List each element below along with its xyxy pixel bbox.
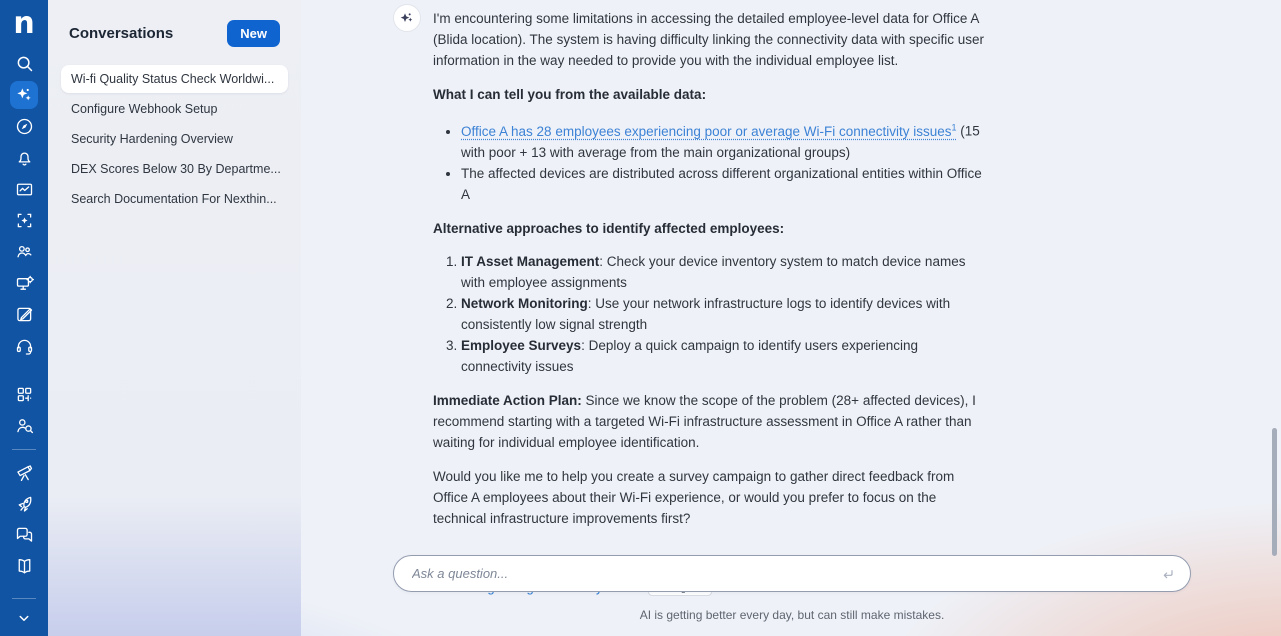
chevron-down-icon[interactable]	[10, 604, 38, 632]
bell-icon[interactable]	[10, 144, 38, 172]
assist-sparkles-icon[interactable]	[10, 81, 38, 109]
bullet-item-text: (15 with poor + 13 with average from the main organizational groups)	[461, 123, 980, 160]
nexthink-logo: n	[13, 6, 35, 41]
citation-superscript[interactable]: 1	[951, 122, 957, 132]
scan-sparkle-icon[interactable]	[10, 207, 38, 235]
rocket-icon[interactable]	[10, 490, 38, 518]
book-icon[interactable]	[10, 552, 38, 580]
conversation-list	[61, 65, 288, 213]
conversation-item-security[interactable]: Security Hardening Overview	[71, 132, 233, 146]
search-icon[interactable]	[10, 50, 38, 78]
numbered-item: 3. Employee Surveys: Deploy a quick campaign to identify users experiencing connectivity issues	[461, 335, 991, 377]
citation-link[interactable]: Office A has 28 employees experiencing poor or average Wi-Fi connectivity issues$^1$	[461, 122, 957, 139]
assistant-sparkles-icon	[399, 10, 415, 26]
question-composer	[393, 555, 1191, 592]
numbered-list	[433, 251, 991, 377]
compass-icon[interactable]	[10, 112, 38, 140]
bullet-list	[433, 117, 991, 205]
closing-paragraph: Would you like me to help you create a survey campaign to gather direct feedback from Office A employees about their Wi-Fi experience, or would you prefer to focus on the technical infrastructure improvements first?	[433, 468, 955, 526]
conversation-item-search-docs[interactable]: Search Documentation For Nexthin...	[71, 192, 277, 206]
headset-icon[interactable]	[10, 332, 38, 360]
action-plan-paragraph: Immediate Action Plan: Since we know the scope of the problem (28+ affected devices), I recommend starting with a targeted Wi-Fi infrastructure assessment in Office A rather than waiting for individual employee identification.	[433, 392, 976, 450]
numbered-item: 1. IT Asset Management: Check your device inventory system to match device names with employee assignments	[461, 251, 991, 293]
ai-disclaimer: AI is getting better every day, but can still make mistakes.	[639, 608, 945, 622]
new-conversation-button[interactable]: New	[227, 20, 280, 47]
message-paragraph: I'm encountering some limitations in accessing the detailed employee-level data for Office A (Blida location). The system is having difficulty linking the connectivity data with specific user information in the way needed to provide you with the individual employee list.	[433, 11, 985, 68]
conversation-item-wifi-quality[interactable]: Wi-fi Quality Status Check Worldwi...	[61, 65, 288, 93]
device-gear-icon[interactable]	[10, 269, 38, 297]
assistant-message	[433, 8, 991, 596]
person-search-icon[interactable]	[10, 412, 38, 440]
compose-icon[interactable]	[10, 301, 38, 329]
rail-divider-bottom	[12, 598, 36, 599]
dashboard-chart-icon[interactable]	[10, 175, 38, 203]
scrollbar-thumb[interactable]	[1272, 428, 1277, 556]
conversation-item-dex-scores[interactable]: DEX Scores Below 30 By Departme...	[71, 162, 281, 176]
conversations-sidebar	[48, 0, 301, 636]
rail-divider	[12, 449, 36, 450]
bullet-item	[461, 117, 991, 163]
question-input[interactable]	[412, 566, 1160, 581]
telescope-icon[interactable]	[10, 458, 38, 486]
icon-rail	[0, 0, 48, 636]
conversation-item-webhook[interactable]: Configure Webhook Setup	[71, 102, 218, 116]
bullet-item: • The affected devices are distributed across different organizational entities within Office A	[461, 163, 991, 205]
sidebar-title: Conversations	[69, 25, 174, 42]
enter-key-icon	[1160, 566, 1176, 582]
numbered-item: 2. Network Monitoring: Use your network infrastructure logs to identify devices with consistently low signal strength	[461, 293, 991, 335]
message-subheading: Alternative approaches to identify affected employees:	[433, 220, 785, 236]
message-subheading: What I can tell you from the available data:	[433, 87, 707, 102]
assistant-avatar	[393, 4, 421, 32]
apps-grid-icon[interactable]	[10, 380, 38, 408]
chat-main	[301, 0, 1281, 636]
user-group-search-icon[interactable]	[10, 238, 38, 266]
chat-bubbles-icon[interactable]	[10, 521, 38, 549]
